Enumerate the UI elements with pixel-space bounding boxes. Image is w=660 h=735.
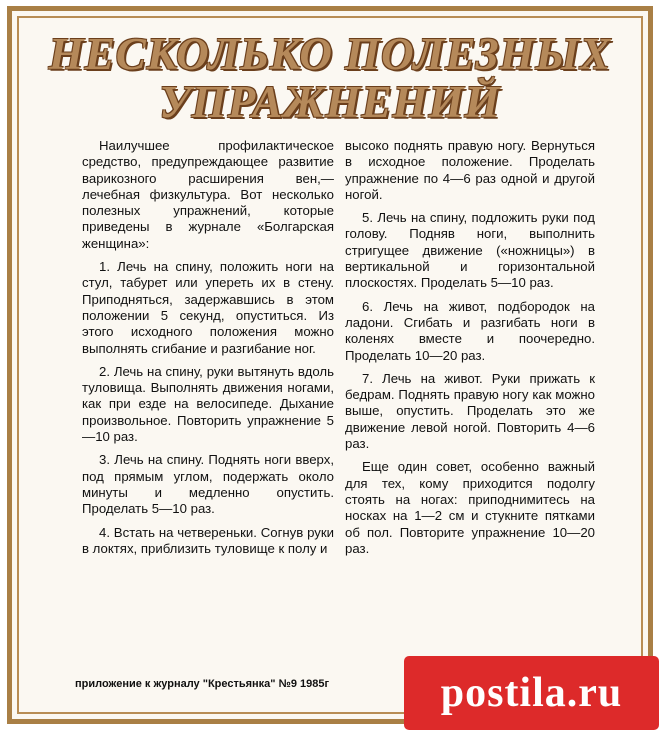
source-caption: приложение к журналу "Крестьянка" №9 1985г	[75, 678, 330, 690]
exercise-4-end: высоко поднять правую ногу. Вернуться в исходное положение. Проделать упражнение по 4—6 раз одной и другой ногой.	[345, 138, 595, 202]
right-column	[345, 138, 595, 564]
postila-watermark[interactable]: postila.ru	[404, 656, 659, 730]
final-advice: Еще один совет, особенно важный для тех, кому приходится подолгу стоять на ногах: приподнимитесь на носках на 1—2 см и стукните пятками об пол. Повторите упражнение 10—20 раз.	[345, 459, 595, 556]
exercise-4-start: 4. Встать на четвереньки. Согнув руки в локтях, приблизить туловище к полу и	[82, 524, 334, 556]
exercise-3: 3. Лечь на спину. Поднять ноги вверх, под прямым углом, подержать около минуты и медленно опустить. Проделать 5—10 раз.	[82, 452, 334, 517]
left-column	[82, 138, 334, 564]
exercise-7: 7. Лечь на живот. Руки прижать к бедрам. Поднять правую ногу как можно выше, опустить. Проделать это же движение левой ногой. Повторить 4—6 раз.	[345, 370, 595, 452]
exercise-2: 2. Лечь на спину, руки вытянуть вдоль туловища. Выполнять движения ногами, как при езде на велосипеде. Дыхание произвольное. Повторить упражнение 5—10 раз.	[82, 363, 334, 445]
intro-paragraph: Наилучшее профилактическое средство, предупреждающее развитие варикозного расширения вен,— лечебная физкультура. Вот несколько полезных упражнений, которые приведены в журнале «Болгарская женщина»:	[82, 138, 334, 251]
exercise-1: 1. Лечь на спину, положить ноги на стул, табурет или упереть их в стену. Приподняться, задержавшись в этом положении 5 секунд, опуститься. Из этого исходного положения можно выполнять сгибание и разгибание ног.	[82, 259, 334, 356]
exercise-5: 5. Лечь на спину, подложить руки под голову. Подняв ноги, выполнить стригущее движение («ножницы») в вертикальной и горизонтальной плоскостях. Проделать 5—10 раз.	[345, 210, 595, 291]
article-title: НЕСКОЛЬКО ПОЛЕЗНЫХ УПРАЖНЕНИЙ	[48, 29, 612, 127]
exercise-6: 6. Лечь на живот, подбородок на ладони. Сгибать и разгибать ноги в коленях вместе и поочередно. Проделать 10—20 раз.	[345, 298, 595, 363]
